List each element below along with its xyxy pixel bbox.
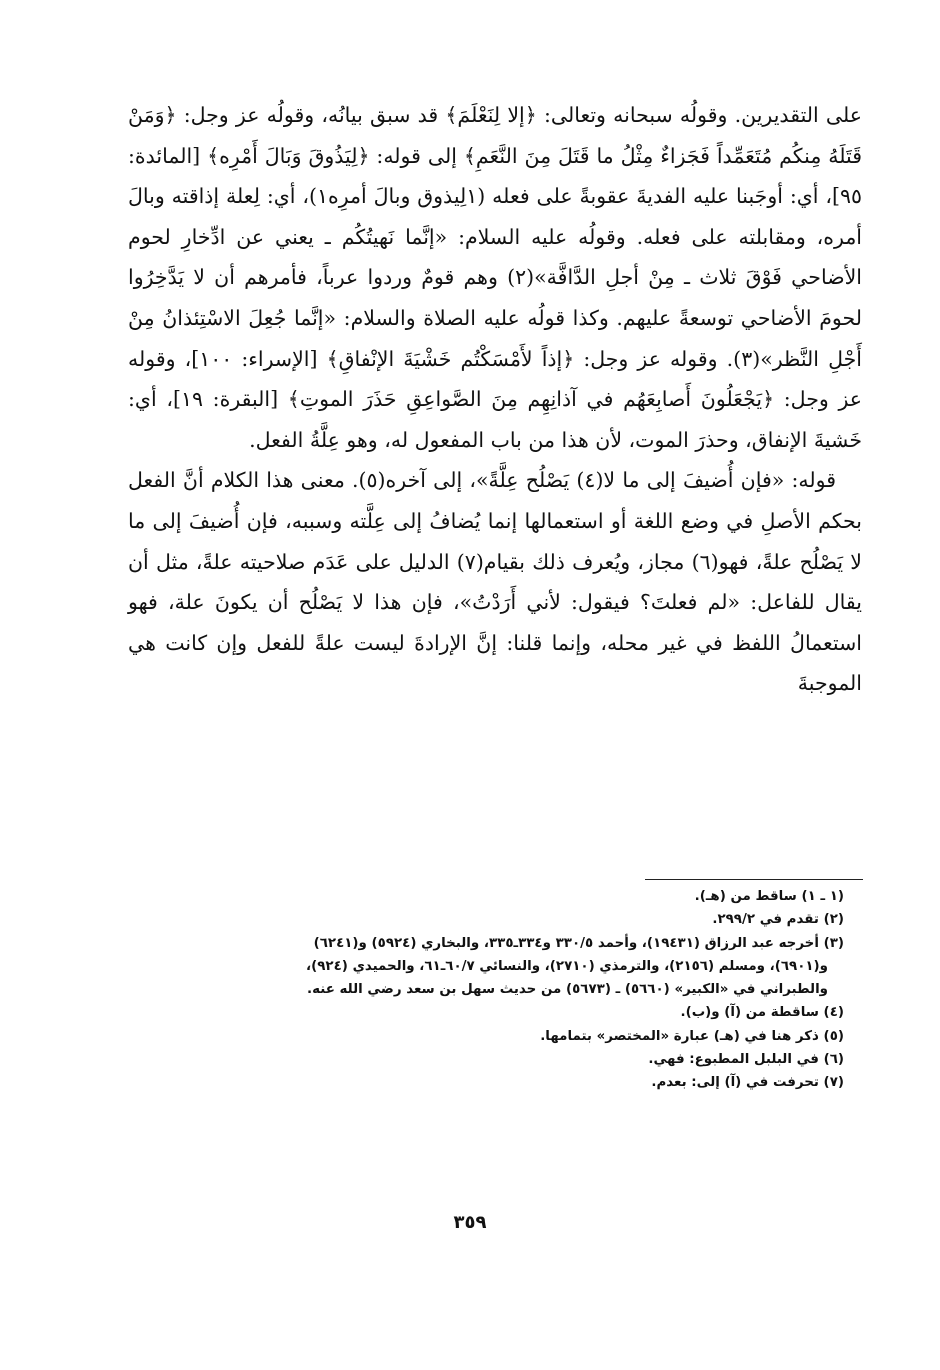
footnote-4: (٤) ساقطة من (آ) و(ب).: [680, 1005, 844, 1021]
footnotes: [128, 885, 844, 1095]
footnote-2: (٢) تقدم في ٢٩٩/٢.: [712, 912, 844, 928]
footnote-6: (٦) في البلبل المطبوع: فهي.: [648, 1052, 844, 1068]
footnote-3-line-2: و(٦٩٠١)، ومسلم (٢١٥٦)، والترمذي (٢٧١٠)، والنسائي ٦٠/٧ـ٦١، والحميدي (٩٢٤)،: [306, 958, 828, 974]
main-text: [128, 95, 862, 704]
paragraph-2: قوله: «فإن أُضيفَ إلى ما لا(٤) يَصْلُح عِلَّةً»، إلى آخره(٥). معنى هذا الكلام أنَّ الفعل بحكم الأصلِ في وضع اللغة أو استعمالها إنما يُضافُ إلى عِلَّته وسببه، فإن أُضيفَ إلى ما لا يَصْلُح علةً، فهو(٦) مجاز، ويُعرف ذلك بقيام(٧) الدليل على عَدَم صلاحيته علةً، مثل أن يقال للفاعل: «لم فعلتَ؟ فيقول: لأني أَرَدْتُ»، فإن هذا لا يَصْلُح أن يكونَ علة، فهو استعمالُ اللفظ في غير محله، وإنما قلنا: إنَّ الإرادةَ ليست علةً للفعل وإن كانت هي الموجبةَ: [128, 468, 862, 696]
page-number: ٣٥٩: [453, 1212, 487, 1233]
footnote-3: (٣) أخرجه عبد الرزاق (١٩٤٣١)، وأحمد ٣٣٠/٥ و٣٣٤ـ٣٣٥، والبخاري (٥٩٢٤) و(٦٢٤١): [313, 935, 844, 951]
footnote-7: (٧) تحرفت في (آ) إلى: بعدم.: [651, 1075, 844, 1091]
footnote-5: (٥) ذكر هنا في (هـ) عبارة «المختصر» بتمامها.: [540, 1028, 844, 1044]
footnote-separator: [645, 879, 863, 880]
footnote-3-line-3: والطبراني في «الكبير» (٥٦٦٠) ـ (٥٦٧٣) من حديث سهل بن سعد رضي الله عنه.: [307, 982, 828, 998]
footnote-1: (١ ـ ١) ساقط من (هـ).: [694, 889, 844, 904]
paragraph-1: على التقديرين. وقولُه سبحانه وتعالى: ﴿إلا لِنَعْلَمَ﴾ قد سبق بيانُه، وقولُه عز وجل: ﴿وَمَنْ قَتَلَهُ مِنكُم مُتَعَمِّداً فَجَزاءٌ مِثْلُ ما قَتَلَ مِنَ النَّعَمِ﴾ إلى قوله: ﴿لِيَذُوقَ وَبَالَ أَمْرِه﴾ [المائدة: ٩٥]، أي: أوجَبنا عليه الفديةَ عقوبةً على فعله (١لِيذوق وبالَ أمرِه١)، أي: لِعلة إذاقته وبالَ أمره، ومقابلته على فعله. وقولُه عليه السلام: «إنَّما نَهيتُكُم ـ يعني عن ادِّخارِ لحوم الأضاحي فَوْقَ ثلاث ـ مِنْ أجلِ الدَّافَّة»(٢) وهم قومٌ وردوا عرباً، فأمرهم أن لا يَدَّخِرُوا لحومَ الأضاحي توسعةً عليهم. وكذا قولُه عليه الصلاة والسلام: «إنَّما جُعِلَ الاسْتِئذانُ مِنْ أَجْلِ النَّظر»(٣). وقوله عز وجل: ﴿إذاً لأَمْسَكْتُم خَشْيَةَ الإنْفاقِ﴾ [الإسراء: ١٠٠]، وقوله عز وجل: ﴿يَجْعَلُونَ أَصابِعَهُم في آذانِهِم مِنَ الصَّواعِقِ حَذَرَ الموتِ﴾ [البقرة: ١٩]، أي: خَشيةَ الإنفاق، وحذرَ الموت، لأن هذا من باب المفعول له، وهو عِلَّةُ الفعل.: [128, 103, 863, 452]
